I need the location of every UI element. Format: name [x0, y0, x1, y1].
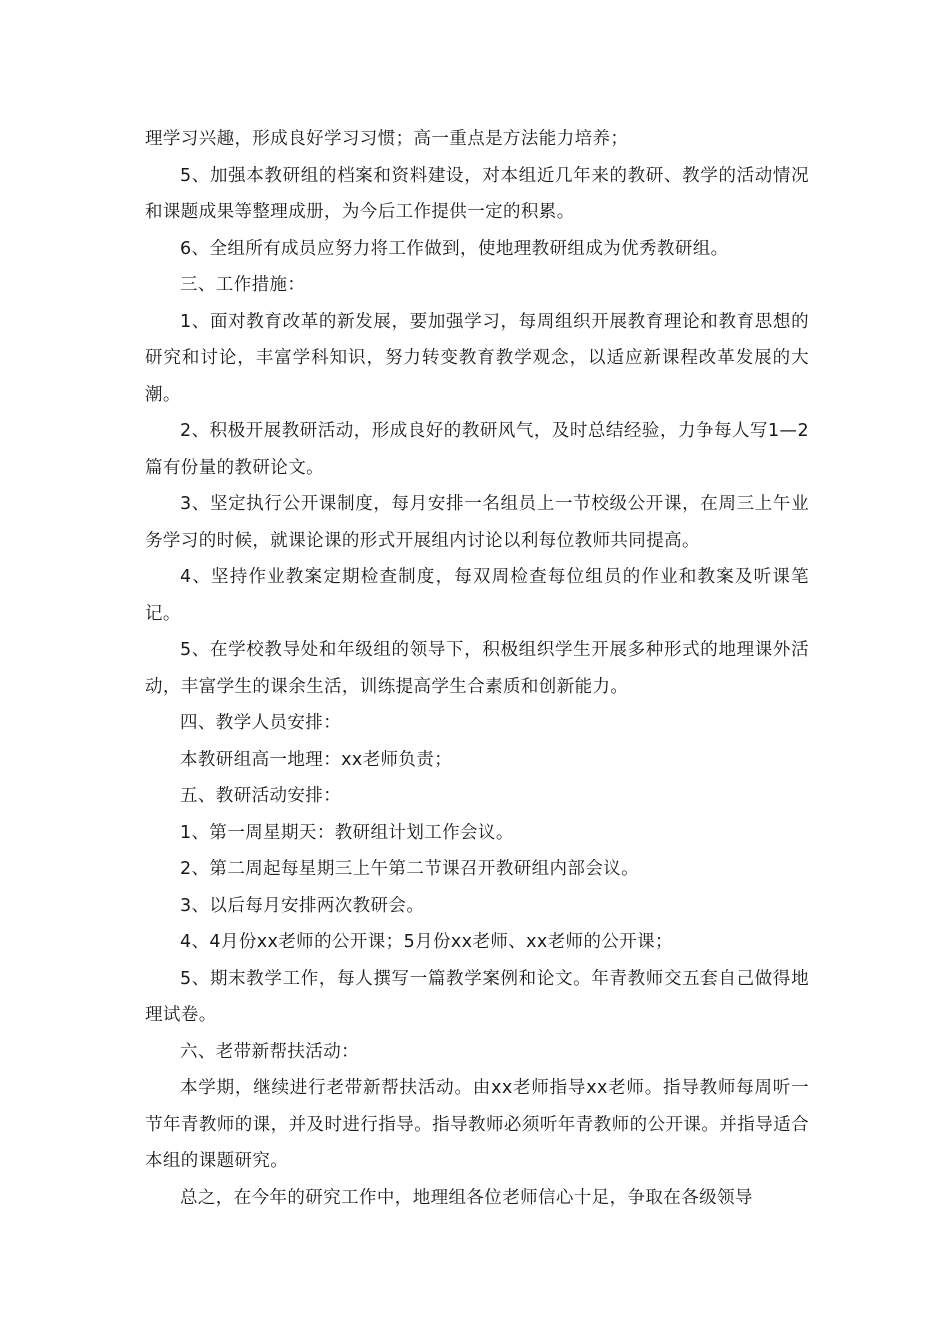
section-heading-activities: 五、教研活动安排：	[180, 786, 342, 806]
paragraph-measure-2: 2、积极开展教研活动，形成良好的教研风气，及时总结经验，力争每人写1—2篇有份量的教研论文。	[145, 421, 809, 478]
paragraph-activity-3: 3、以后每月安排两次教研会。	[180, 895, 425, 916]
paragraph-measure-1: 1、面对教育改革的新发展，要加强学习，每周组织开展教育理论和教育思想的研究和讨论，丰富学科知识，努力转变教育教学观念，以适应新课程改革发展的大潮。	[145, 311, 809, 405]
document-body	[145, 121, 809, 1216]
paragraph-conclusion: 总之，在今年的研究工作中，地理组各位老师信心十足，争取在各级领导	[180, 1187, 753, 1208]
section-heading-staff: 四、教学人员安排：	[180, 713, 342, 733]
paragraph-item-6-goal: 6、全组所有成员应努力将工作做到，使地理教研组成为优秀教研组。	[180, 238, 729, 259]
paragraph-activity-2: 2、第二周起每星期三上午第二节课召开教研组内部会议。	[180, 859, 640, 879]
paragraph-activity-4: 4、4月份xx老师的公开课；5月份xx老师、xx老师的公开课；	[180, 932, 673, 952]
paragraph-measure-3: 3、坚定执行公开课制度，每月安排一名组员上一节校级公开课，在周三上午业务学习的时候，就课论课的形式开展组内讨论以利每位教师共同提高。	[145, 494, 809, 551]
paragraph-measure-5: 5、在学校教导处和年级组的领导下，积极组织学生开展多种形式的地理课外活动，丰富学生的课余生活，训练提高学生合素质和创新能力。	[145, 640, 809, 697]
paragraph-activity-5: 5、期末教学工作，每人撰写一篇教学案例和论文。年青教师交五套自己做得地理试卷。	[145, 968, 809, 1025]
paragraph-continuation: 理学习兴趣，形成良好学习习惯；高一重点是方法能力培养；	[145, 129, 629, 149]
paragraph-item-5-archives: 5、加强本教研组的档案和资料建设，对本组近几年来的教研、教学的活动情况和课题成果等整理成册，为今后工作提供一定的积累。	[145, 165, 809, 222]
paragraph-mentoring: 本学期，继续进行老带新帮扶活动。由xx老师指导xx老师。指导教师每周听一节年青教师的课，并及时进行指导。指导教师必须听年青教师的公开课。并指导适合本组的课题研究。	[145, 1078, 809, 1171]
paragraph-staff: 本教研组高一地理：xx老师负责；	[180, 749, 453, 770]
section-heading-measures: 三、工作措施：	[180, 275, 306, 295]
paragraph-measure-4: 4、坚持作业教案定期检查制度，每双周检查每位组员的作业和教案及听课笔记。	[145, 567, 809, 624]
section-heading-mentoring: 六、老带新帮扶活动：	[180, 1041, 359, 1062]
paragraph-activity-1: 1、第一周星期天：教研组计划工作会议。	[180, 822, 514, 843]
